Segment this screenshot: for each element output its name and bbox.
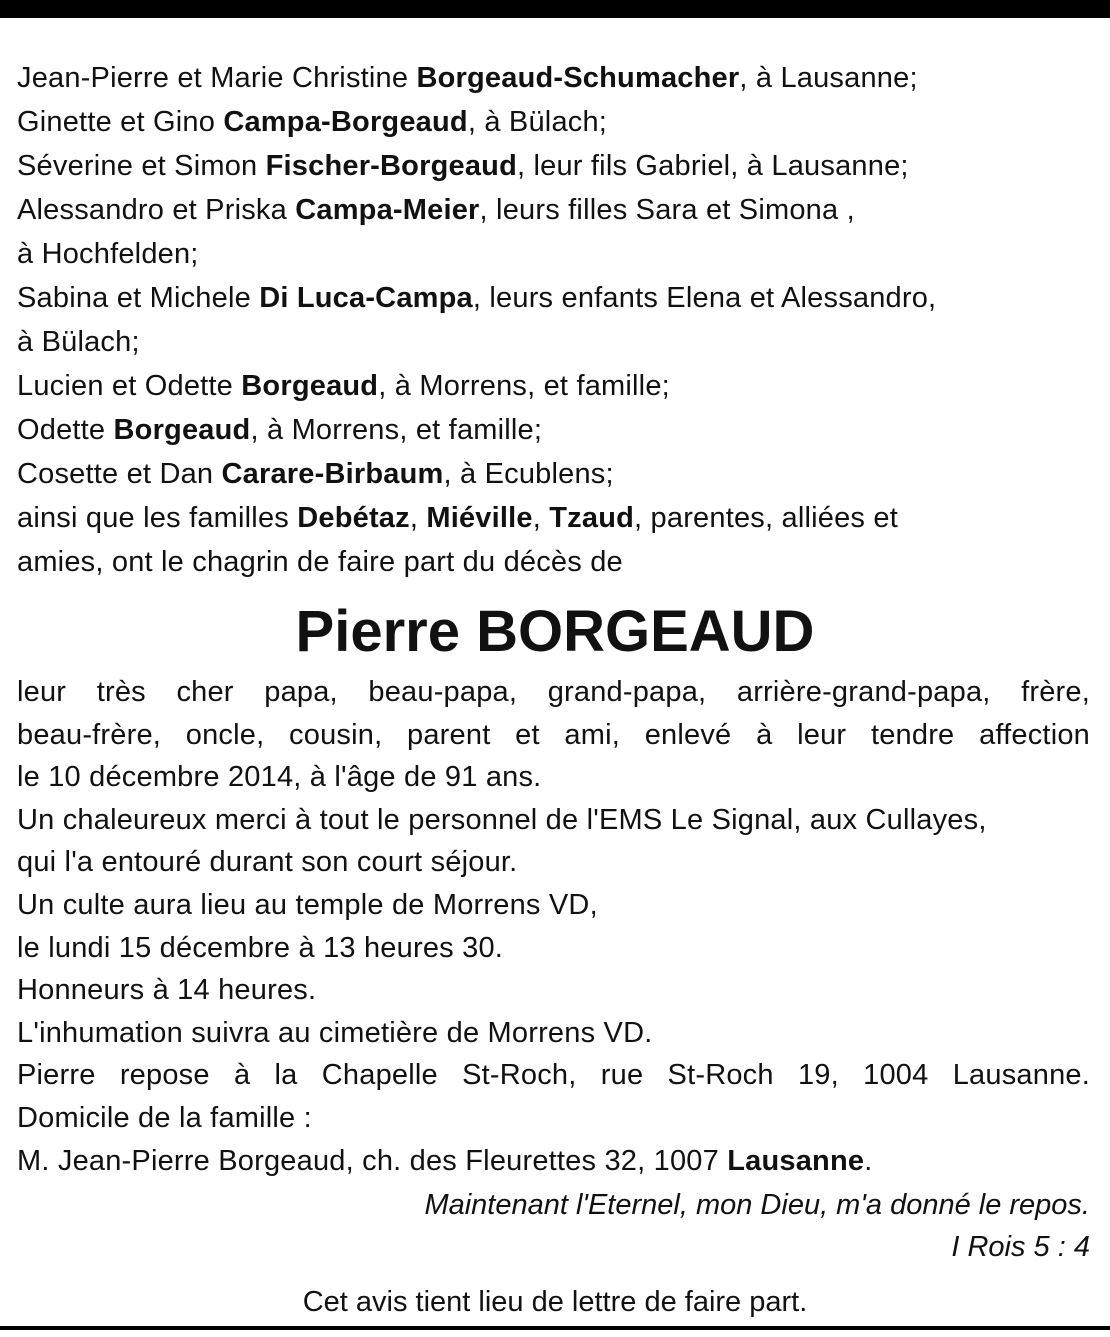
family-name: Campa-Borgeaud: [223, 106, 468, 138]
text-line: [17, 320, 1090, 364]
text-segment: qui l'a entouré durant son court séjour.: [17, 846, 518, 879]
text-line: [17, 927, 1090, 970]
text-segment: , à Ecublens;: [443, 458, 614, 490]
text-segment: , parentes, alliées et: [634, 502, 898, 534]
text-segment: Pierre repose à la Chapelle St-Roch, rue St-Roch 19, 1004 Lausanne.: [17, 1059, 1090, 1092]
text-segment: ainsi que les familles: [17, 502, 298, 534]
text-segment: Jean-Pierre et Marie Christine: [17, 62, 417, 94]
family-name: Campa-Meier: [295, 194, 480, 226]
bible-reference: I Rois 5 : 4: [951, 1231, 1090, 1263]
text-line: [17, 841, 1090, 884]
text-segment: .: [864, 1144, 873, 1177]
text-segment: Ginette et Gino: [17, 106, 224, 138]
text-line: [17, 756, 1090, 799]
text-line: [17, 671, 1090, 714]
text-segment: Alessandro et Priska: [17, 194, 296, 226]
text-line: [17, 364, 1090, 408]
text-line: [17, 799, 1090, 842]
text-line: [17, 496, 1090, 540]
family-name: Lausanne: [727, 1144, 865, 1177]
text-segment: Un chaleureux merci à tout le personnel de l'EMS Le Signal, aux Cullayes,: [17, 803, 987, 836]
family-name: Borgeaud-Schumacher: [416, 62, 740, 94]
text-line: [17, 276, 1090, 320]
text-segment: amies, ont le chagrin de faire part du décès de: [17, 546, 623, 578]
family-name: Miéville: [426, 502, 533, 534]
text-segment: à Bülach;: [17, 326, 140, 358]
family-name: Borgeaud: [241, 370, 379, 402]
text-line: [17, 232, 1090, 276]
text-segment: Domicile de la famille :: [17, 1101, 312, 1134]
text-segment: Séverine et Simon: [17, 150, 266, 182]
text-line: [17, 144, 1090, 188]
text-line: [17, 1012, 1090, 1055]
text-segment: , à Lausanne;: [739, 62, 918, 94]
obituary-body: [17, 671, 1090, 1182]
family-list: [17, 56, 1090, 584]
text-line: [17, 408, 1090, 452]
text-line: [17, 452, 1090, 496]
top-border: [0, 0, 1110, 18]
text-segment: , leurs filles Sara et Simona ,: [479, 194, 855, 226]
text-line: [17, 1054, 1090, 1097]
family-name: Fischer-Borgeaud: [265, 150, 517, 182]
text-line: [17, 188, 1090, 232]
text-segment: Odette: [17, 414, 114, 446]
text-segment: leur très cher papa, beau-papa, grand-papa, arrière-grand-papa, frère,: [17, 676, 1090, 708]
text-line: [17, 1140, 1090, 1183]
family-name: Debétaz: [297, 502, 410, 534]
text-line: [17, 540, 1090, 584]
text-segment: Lucien et Odette: [17, 370, 242, 402]
text-segment: beau-frère, oncle, cousin, parent et ami, enlevé à leur tendre affection: [17, 718, 1090, 751]
text-line: [17, 56, 1090, 100]
text-line: [17, 884, 1090, 927]
footer-note: Cet avis tient lieu de lettre de faire part.: [302, 1286, 808, 1318]
text-segment: ,: [532, 502, 550, 534]
text-segment: le lundi 15 décembre à 13 heures 30.: [17, 931, 504, 964]
text-line: [17, 1097, 1090, 1140]
family-name: Di Luca-Campa: [259, 282, 473, 314]
text-line: [17, 969, 1090, 1012]
family-name: Tzaud: [549, 502, 635, 534]
text-segment: , à Bülach;: [467, 106, 608, 138]
text-segment: , leur fils Gabriel, à Lausanne;: [516, 150, 909, 182]
text-line: [17, 714, 1090, 757]
text-segment: ,: [409, 502, 427, 534]
text-segment: Honneurs à 14 heures.: [17, 974, 317, 1007]
text-segment: Un culte aura lieu au temple de Morrens VD,: [17, 888, 598, 921]
family-name: Borgeaud: [113, 414, 251, 446]
text-segment: L'inhumation suivra au cimetière de Morrens VD.: [17, 1016, 653, 1049]
text-segment: Sabina et Michele: [17, 282, 260, 314]
family-name: Carare-Birbaum: [221, 458, 444, 490]
deceased-name: Pierre BORGEAUD: [295, 599, 815, 664]
text-segment: à Hochfelden;: [17, 238, 199, 270]
text-segment: Cosette et Dan: [17, 458, 222, 490]
text-segment: , à Morrens, et famille;: [250, 414, 543, 446]
text-segment: le 10 décembre 2014, à l'âge de 91 ans.: [17, 761, 542, 794]
text-line: [17, 100, 1090, 144]
bible-quote: Maintenant l'Eternel, mon Dieu, m'a donné le repos.: [424, 1189, 1090, 1221]
text-segment: M. Jean-Pierre Borgeaud, ch. des Fleurettes 32, 1007: [17, 1144, 728, 1177]
text-segment: , à Morrens, et famille;: [378, 370, 670, 402]
bottom-border: [0, 1326, 1110, 1330]
text-segment: , leurs enfants Elena et Alessandro,: [472, 282, 937, 314]
